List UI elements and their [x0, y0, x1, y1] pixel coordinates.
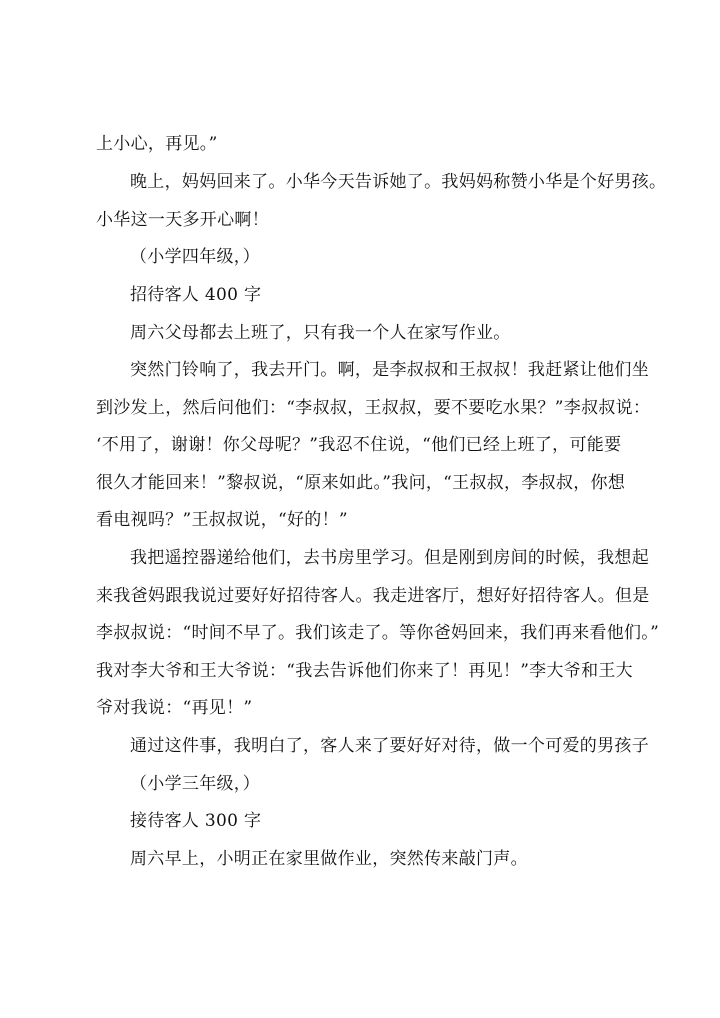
text-line: 突然门铃响了，我去开门。啊，是李叔叔和王叔叔！我赶紧让他们坐	[130, 360, 649, 380]
text-line: 小华这一天多开心啊！	[96, 209, 269, 230]
text-line: 来我爸妈跟我说过要好好招待客人。我走进客厅，想好好招待客人。但是	[96, 585, 650, 606]
text-line: 我对李大爷和王大爷说：“我去告诉他们你来了！再见！”李大爷和王大	[96, 660, 633, 681]
text-line: 爷对我说：“再见！”	[96, 698, 253, 719]
text-line: 李叔叔说：“时间不早了。我们该走了。等你爸妈回来，我们再来看他们。”	[96, 623, 660, 644]
paragraph-remote	[96, 540, 660, 728]
text-line: 到沙发上，然后问他们：“李叔叔，王叔叔，要不要吃水果？”李叔叔说：	[96, 397, 651, 418]
essay-heading-300	[96, 803, 632, 841]
paragraph-lesson	[96, 728, 649, 766]
text-line: 我把遥控器递给他们，去书房里学习。但是刚到房间的时候，我想起	[130, 548, 649, 568]
grade-note-fourth	[96, 239, 632, 277]
paragraph-saturday	[96, 315, 632, 353]
text-line: 上小心，再见。”	[96, 134, 218, 154]
grade-note-third	[96, 766, 632, 804]
text-line: 周六父母都去上班了，只有我一个人在家写作业。	[130, 323, 511, 343]
text-line: 很久才能回来！”黎叔说，“原来如此。”我问，“王叔叔，李叔叔，你想	[96, 472, 626, 493]
text-line: 招待客人 400 字	[130, 285, 262, 305]
paragraph-knock	[96, 841, 632, 879]
paragraph-doorbell	[96, 352, 651, 540]
essay-heading-400	[96, 277, 632, 315]
text-line: 晚上，妈妈回来了。小华今天告诉她了。我妈妈称赞小华是个好男孩。	[130, 172, 667, 192]
text-line: ‘不用了，谢谢！你父母呢？”我忍不住说，“他们已经上班了，可能要	[96, 435, 622, 456]
text-line: 看电视吗？”王叔叔说，“好的！”	[96, 510, 348, 531]
text-line: 接待客人 300 字	[130, 811, 262, 831]
text-line: （小学四年级，）	[130, 247, 260, 267]
paragraph-evening	[96, 164, 667, 239]
paragraph-closing-line	[96, 126, 632, 164]
text-line: 通过这件事，我明白了，客人来了要好好对待，做一个可爱的男孩子	[130, 736, 649, 756]
text-line: 周六早上，小明正在家里做作业，突然传来敲门声。	[130, 849, 528, 869]
text-line: （小学三年级，）	[130, 774, 260, 794]
